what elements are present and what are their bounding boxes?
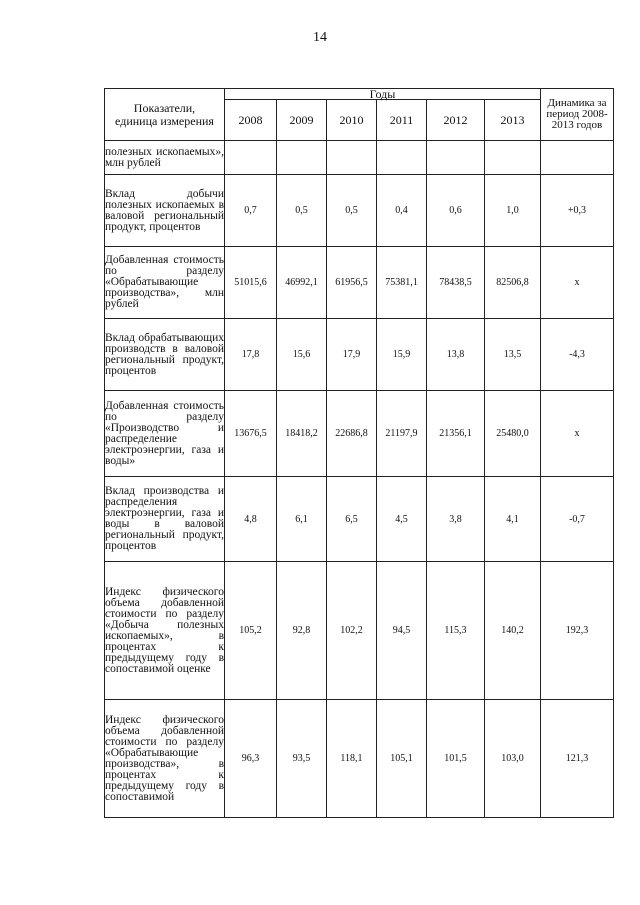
value-cell: 46992,1 xyxy=(277,247,327,319)
row-label: Добавленная стоимость по разделу «Обрабатывающие производства», млн рублей xyxy=(105,247,225,319)
value-cell: 6,5 xyxy=(327,477,377,562)
value-cell xyxy=(377,141,427,175)
dynamics-cell: x xyxy=(541,391,614,477)
dynamics-cell: -0,7 xyxy=(541,477,614,562)
value-cell: 51015,6 xyxy=(225,247,277,319)
header-year-2010: 2010 xyxy=(327,100,377,141)
value-cell: 78438,5 xyxy=(427,247,485,319)
value-cell: 82506,8 xyxy=(485,247,541,319)
statistics-table xyxy=(104,88,614,818)
row-label: Вклад добычи полезных ископаемых в валовой региональный продукт, процентов xyxy=(105,175,225,247)
value-cell: 0,4 xyxy=(377,175,427,247)
value-cell: 102,2 xyxy=(327,562,377,700)
value-cell xyxy=(485,141,541,175)
value-cell: 21356,1 xyxy=(427,391,485,477)
value-cell: 75381,1 xyxy=(377,247,427,319)
value-cell: 0,7 xyxy=(225,175,277,247)
value-cell: 17,8 xyxy=(225,319,277,391)
value-cell: 61956,5 xyxy=(327,247,377,319)
value-cell: 101,5 xyxy=(427,700,485,818)
value-cell: 0,5 xyxy=(277,175,327,247)
value-cell xyxy=(277,141,327,175)
value-cell: 96,3 xyxy=(225,700,277,818)
value-cell: 140,2 xyxy=(485,562,541,700)
dynamics-cell: x xyxy=(541,247,614,319)
value-cell: 21197,9 xyxy=(377,391,427,477)
value-cell xyxy=(225,141,277,175)
dynamics-cell: -4,3 xyxy=(541,319,614,391)
value-cell: 105,2 xyxy=(225,562,277,700)
header-year-2009: 2009 xyxy=(277,100,327,141)
value-cell: 15,6 xyxy=(277,319,327,391)
table-row xyxy=(105,247,614,319)
row-label: Индекс физического объема добавленной стоимости по разделу «Добыча полезных ископаемых», в процентах к предыдущему году в сопоставимой оценке xyxy=(105,562,225,700)
table-row xyxy=(105,175,614,247)
value-cell: 18418,2 xyxy=(277,391,327,477)
value-cell: 103,0 xyxy=(485,700,541,818)
row-label: Добавленная стоимость по разделу «Производство и распределение электроэнергии, газа и воды» xyxy=(105,391,225,477)
value-cell: 0,5 xyxy=(327,175,377,247)
value-cell: 22686,8 xyxy=(327,391,377,477)
row-label: Индекс физического объема добавленной стоимости по разделу «Обрабатывающие производства», в процентах к предыдущему году в сопоставимой xyxy=(105,700,225,818)
header-year-2008: 2008 xyxy=(225,100,277,141)
value-cell: 13,5 xyxy=(485,319,541,391)
value-cell: 118,1 xyxy=(327,700,377,818)
header-year-2011: 2011 xyxy=(377,100,427,141)
table-row xyxy=(105,700,614,818)
value-cell: 25480,0 xyxy=(485,391,541,477)
value-cell: 92,8 xyxy=(277,562,327,700)
table-row xyxy=(105,141,614,175)
dynamics-cell: +0,3 xyxy=(541,175,614,247)
value-cell: 0,6 xyxy=(427,175,485,247)
row-label: полезных ископаемых», млн рублей xyxy=(105,141,225,175)
value-cell: 105,1 xyxy=(377,700,427,818)
header-dynamics: Динамика за период 2008-2013 годов xyxy=(541,89,614,141)
value-cell: 13,8 xyxy=(427,319,485,391)
value-cell: 6,1 xyxy=(277,477,327,562)
value-cell: 94,5 xyxy=(377,562,427,700)
header-year-2013: 2013 xyxy=(485,100,541,141)
row-label: Вклад обрабатывающих производств в валовой региональный продукт, процентов xyxy=(105,319,225,391)
value-cell: 4,5 xyxy=(377,477,427,562)
page-number: 14 xyxy=(313,30,327,45)
value-cell xyxy=(327,141,377,175)
table-row xyxy=(105,477,614,562)
value-cell: 93,5 xyxy=(277,700,327,818)
value-cell: 13676,5 xyxy=(225,391,277,477)
header-years-group: Годы xyxy=(225,89,541,100)
table-row xyxy=(105,391,614,477)
value-cell: 17,9 xyxy=(327,319,377,391)
value-cell: 3,8 xyxy=(427,477,485,562)
value-cell: 115,3 xyxy=(427,562,485,700)
dynamics-cell xyxy=(541,141,614,175)
value-cell: 1,0 xyxy=(485,175,541,247)
dynamics-cell: 121,3 xyxy=(541,700,614,818)
table-row xyxy=(105,319,614,391)
value-cell: 4,1 xyxy=(485,477,541,562)
value-cell: 4,8 xyxy=(225,477,277,562)
dynamics-cell: 192,3 xyxy=(541,562,614,700)
row-label: Вклад производства и распределения электроэнергии, газа и воды в валовой региональный продукт, процентов xyxy=(105,477,225,562)
value-cell xyxy=(427,141,485,175)
value-cell: 15,9 xyxy=(377,319,427,391)
table-row xyxy=(105,562,614,700)
header-year-2012: 2012 xyxy=(427,100,485,141)
header-indicator: Показатели, единица измерения xyxy=(105,89,225,141)
